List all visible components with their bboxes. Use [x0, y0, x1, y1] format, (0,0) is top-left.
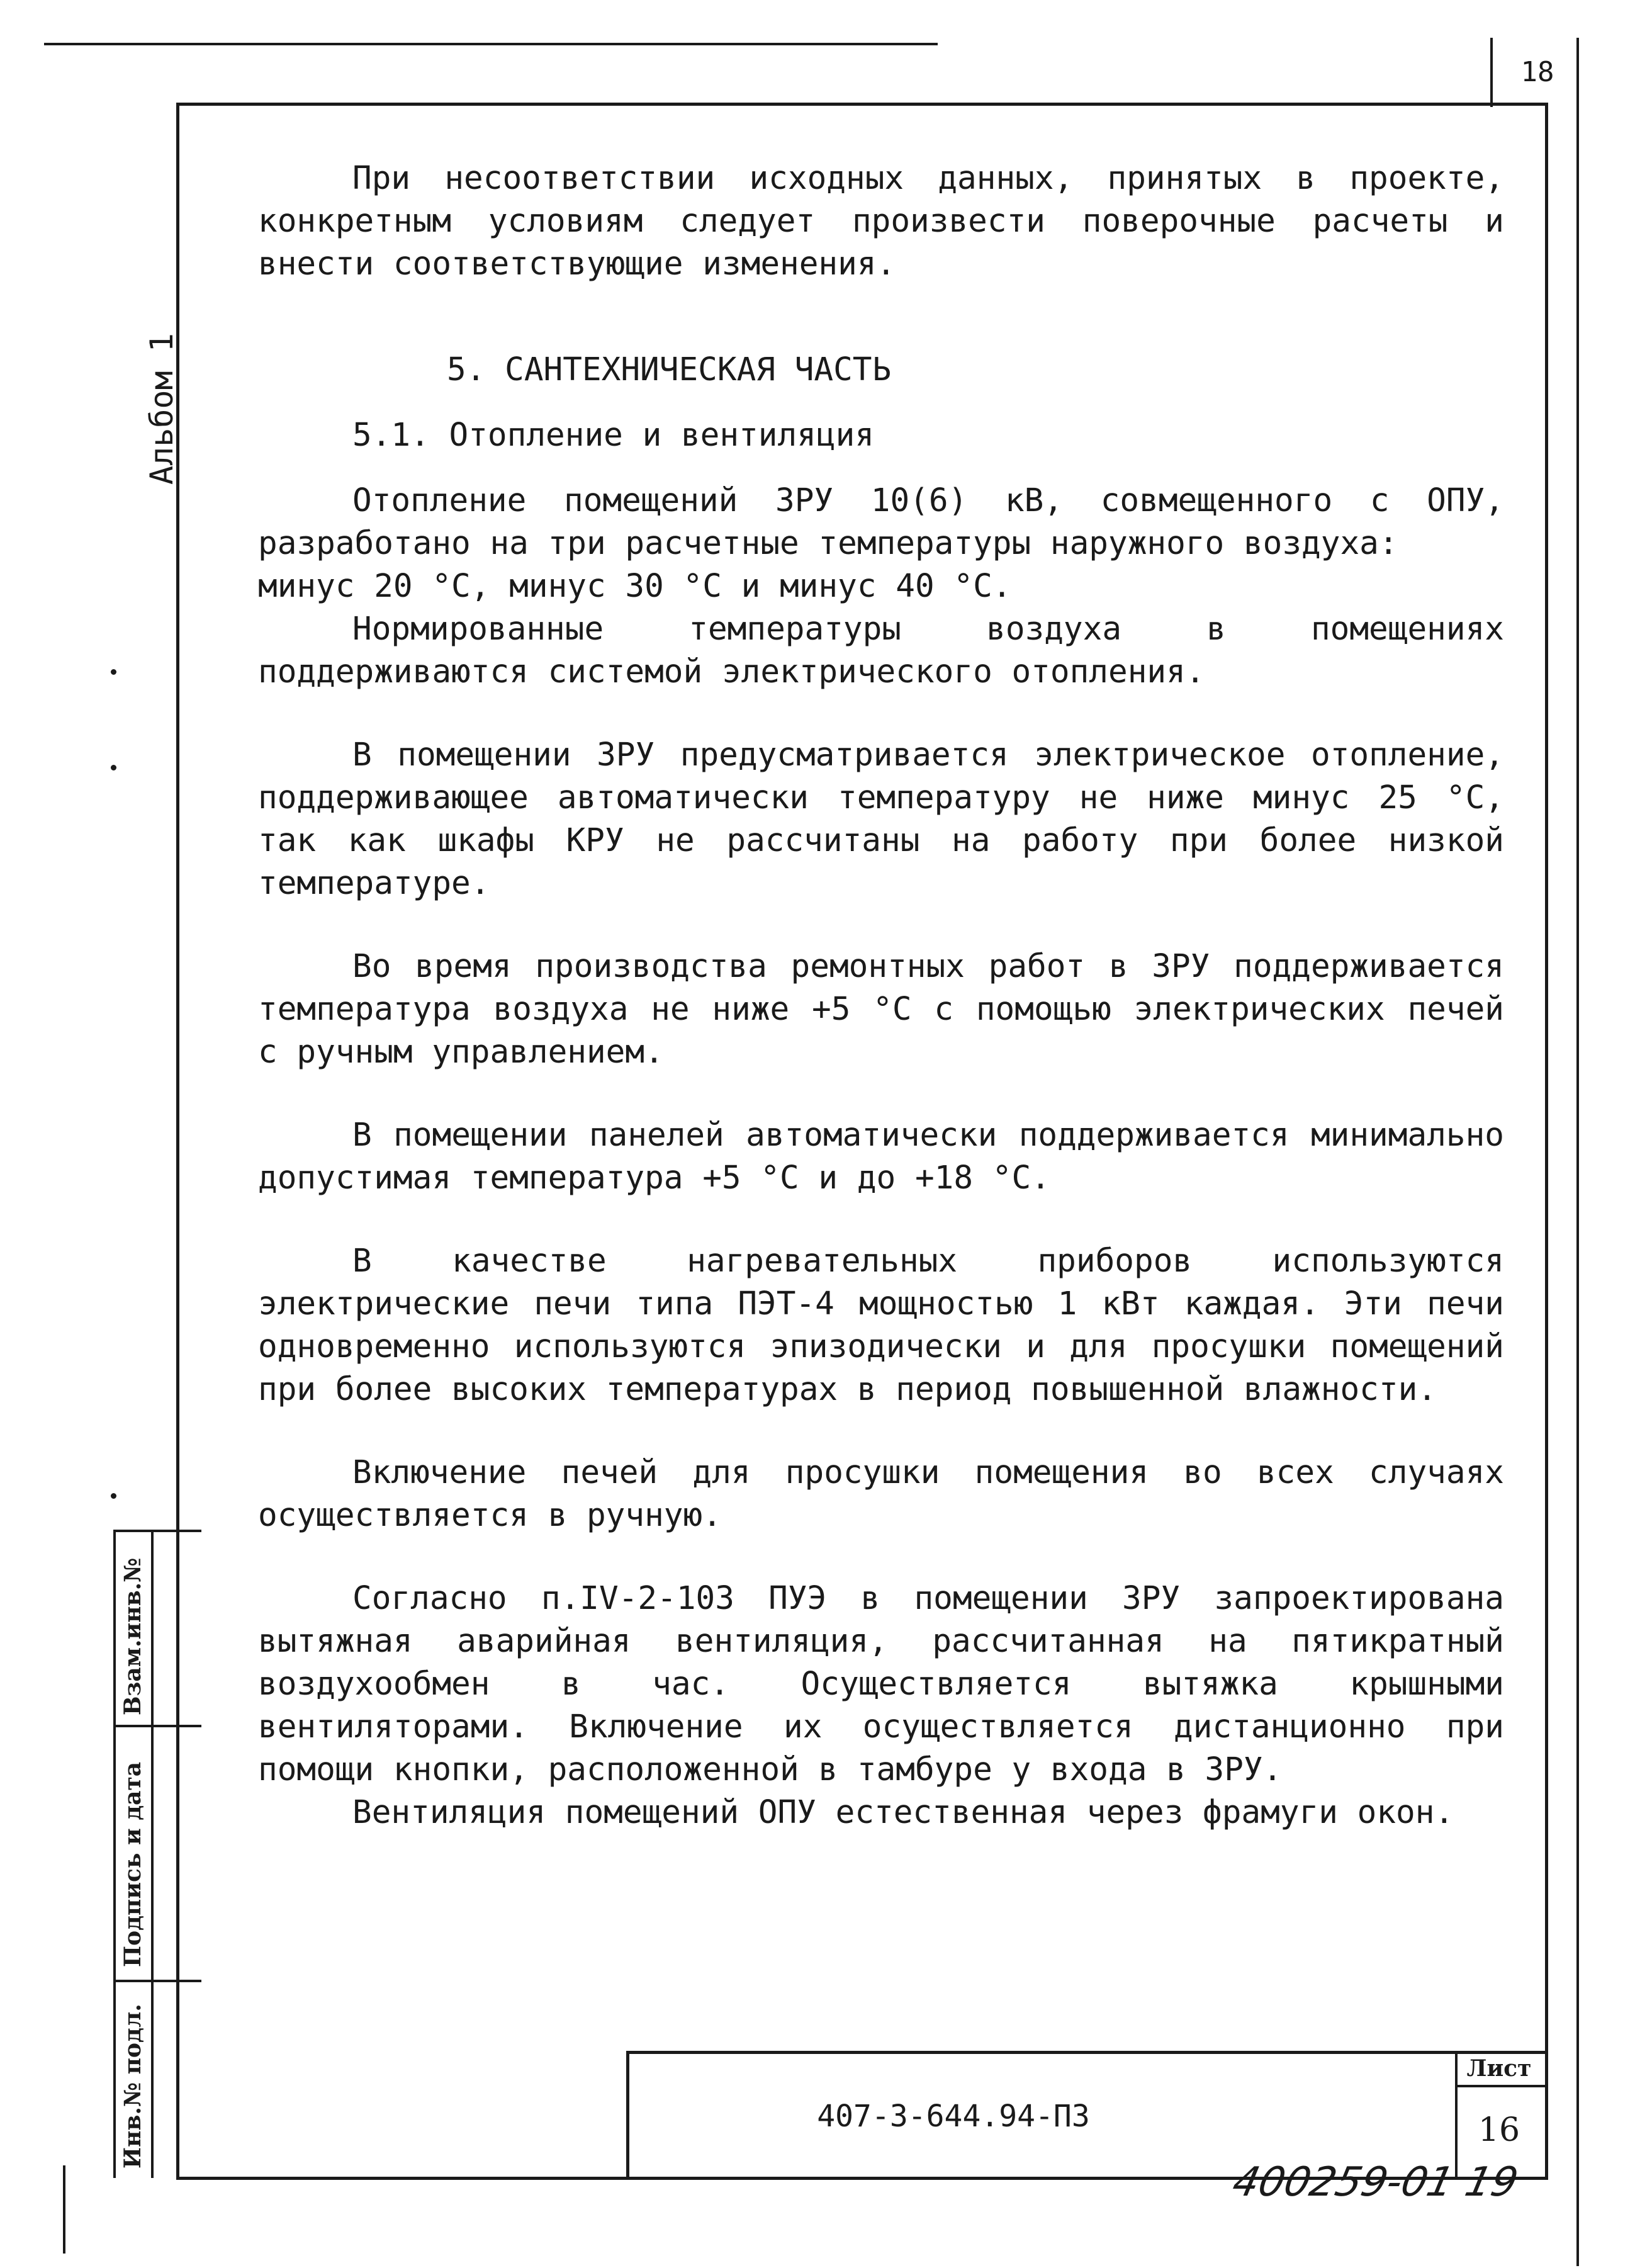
intro-paragraph: При несоответствии исходных данных, принятых в проекте, конкретным условиям следует произвести поверочные расчеты и внести соответствующие изменения. — [258, 160, 1504, 283]
document-code: 407-3-644.94-ПЗ — [817, 2099, 1090, 2134]
right-outer-border — [1576, 38, 1579, 2266]
sheet-label: Лист — [1466, 2055, 1532, 2082]
paragraph-zru-heating: В помещении ЗРУ предусматривается электрическое отопление, поддерживающее автоматически температуру не ниже минус 25 °С, так как шкафы КРУ не рассчитаны на работу при более низкой температуре. — [258, 736, 1504, 902]
paragraph-normalized-temps: Нормированные температуры воздуха в помещениях поддерживаются системой электрического отопления. — [258, 611, 1504, 691]
stamp-outer-left — [113, 1530, 116, 2178]
left-margin-line — [63, 2165, 65, 2254]
subsection-title: 5.1. Отопление и вентиляция — [352, 417, 875, 454]
stamp-inv-original: Инв.№ подл. — [120, 2004, 146, 2169]
paragraph-heating-design: Отопление помещений ЗРУ 10(6) кВ, совмещенного с ОПУ, разработано на три расчетные температуры наружного воздуха: — [258, 482, 1504, 562]
margin-dot — [111, 669, 116, 675]
sheet-number: 16 — [1478, 2111, 1520, 2149]
stamp-signature-date: Подпись и дата — [120, 1761, 146, 1967]
paragraph-heaters: В качестве нагревательных приборов используются электрические печи типа ПЭТ-4 мощностью 1 кВт каждая. Эти печи одновременно используются эпизодически и для просушки помещений при более высоких температурах в период повышенной влажности. — [258, 1243, 1504, 1408]
stamp-row-2 — [113, 1980, 201, 1982]
album-label: Альбом 1 — [143, 333, 180, 485]
margin-dot — [111, 765, 116, 770]
paragraph-temperatures: минус 20 °С, минус 30 °С и минус 40 °С. — [258, 568, 1012, 605]
page-number: 18 — [1520, 56, 1554, 88]
stamp-exchange-inv: Взам.инв.№ — [120, 1557, 146, 1715]
paragraph-manual-switch: Включение печей для просушки помещения во всех случаях осуществляется в ручную. — [258, 1454, 1504, 1534]
paragraph-opu-ventilation: Вентиляция помещений ОПУ естественная через фрамуги окон. — [352, 1794, 1454, 1831]
section-title: 5. САНТЕХНИЧЕСКАЯ ЧАСТЬ — [447, 351, 892, 388]
document-body — [258, 157, 1504, 1834]
stamp-top — [113, 1530, 201, 1532]
stamp-row-1 — [113, 1725, 201, 1727]
stamp-divider — [151, 1530, 154, 2178]
paragraph-repair-works: Во время производства ремонтных работ в ЗРУ поддерживается температура воздуха не ниже +5 °С с помощью электрических печей с ручным управлением. — [258, 948, 1504, 1071]
paragraph-ventilation: Согласно п.IV-2-103 ПУЭ в помещении ЗРУ запроектирована вытяжная аварийная вентиляция, рассчитанная на пятикратный воздухообмен в час. Осуществляется вытяжка крышными вентиляторами. Включение их осуществляется дистанционно при помощи кнопки, расположенной в тамбуре у входа в ЗРУ. — [258, 1580, 1504, 1788]
archive-number: 400259-01 19 — [1228, 2159, 1522, 2206]
paragraph-panel-room: В помещении панелей автоматически поддерживается минимально допустимая температура +5 °С и до +18 °С. — [258, 1117, 1504, 1197]
top-rule — [44, 43, 938, 45]
margin-dot — [111, 1493, 116, 1499]
